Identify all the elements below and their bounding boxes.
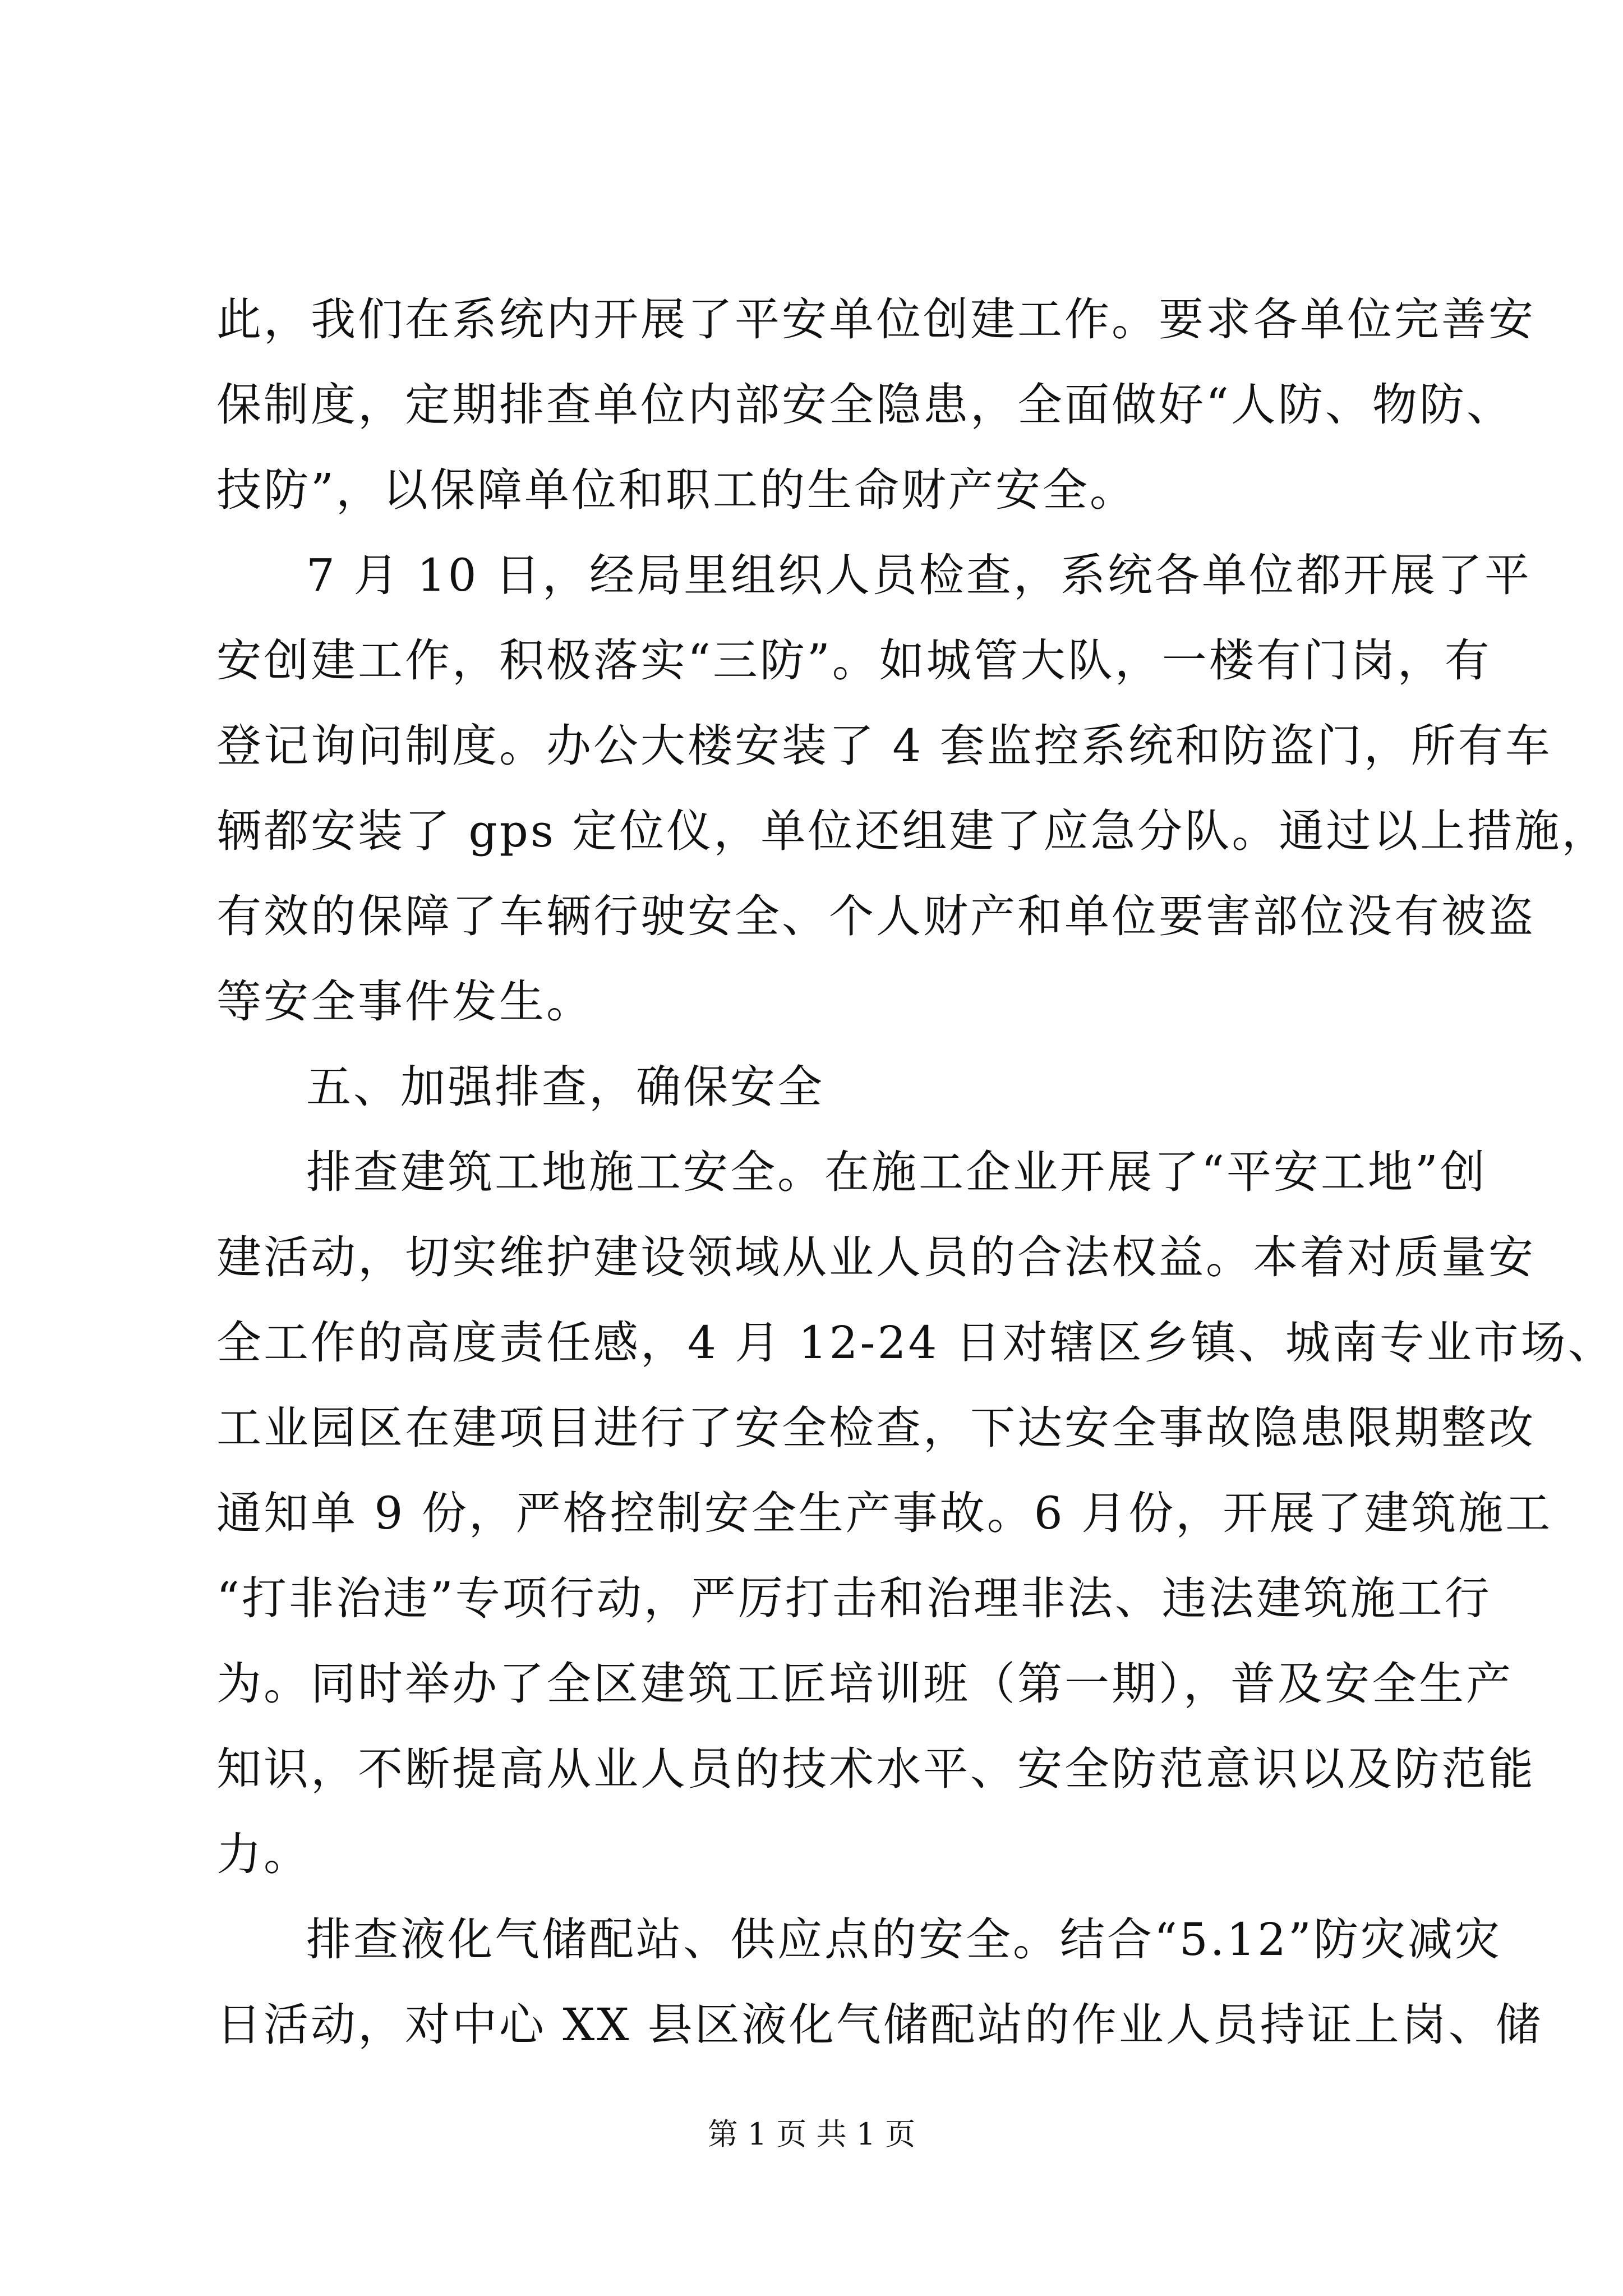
text-line: 技防”，以保障单位和职工的生命财产安全。 (216, 464, 1137, 516)
text-line: 有效的保障了车辆行驶安全、个人财产和单位要害部位没有被盗 (216, 890, 1536, 942)
section-heading: 五、加强排查，确保安全 (306, 1061, 824, 1113)
page-footer: 第 1 页 共 1 页 (707, 2116, 916, 2152)
text-line: 登记询问制度。办公大楼安装了 4 套监控系统和防盗门，所有车 (216, 720, 1552, 772)
text-line: 力。 (216, 1828, 311, 1880)
text-line: 辆都安装了 gps 定位仪，单位还组建了应急分队。通过以上措施， (216, 805, 1609, 857)
text-line: 工业园区在建项目进行了安全检查，下达安全事故隐患限期整改 (216, 1402, 1536, 1454)
text-line: 等安全事件发生。 (216, 976, 593, 1028)
text-line: 通知单 9 份，严格控制安全生产事故。6 月份，开展了建筑施工 (216, 1487, 1553, 1539)
paragraph-first-line: 排查液化气储配站、供应点的安全。结合“5.12”防灾减灾 (306, 1913, 1502, 1966)
paragraph-first-line: 排查建筑工地施工安全。在施工企业开展了“平安工地”创 (306, 1146, 1487, 1198)
text-line: 建活动，切实维护建设领域从业人员的合法权益。本着对质量安 (216, 1231, 1536, 1283)
text-line: 为。同时举办了全区建筑工匠培训班（第一期），普及安全生产 (216, 1658, 1513, 1710)
text-line: “打非治违”专项行动，严厉打击和治理非法、违法建筑施工行 (216, 1572, 1492, 1625)
text-line: 全工作的高度责任感，4 月 12-24 日对辖区乡镇、城南专业市场、 (216, 1317, 1615, 1369)
text-line: 保制度，定期排查单位内部安全隐患，全面做好“人防、物防、 (216, 379, 1514, 431)
text-line: 知识，不断提高从业人员的技术水平、安全防范意识以及防范能 (216, 1743, 1536, 1795)
paragraph-first-line: 7 月 10 日，经局里组织人员检查，系统各单位都开展了平 (306, 549, 1532, 601)
text-line: 安创建工作，积极落实“三防”。如城管大队，一楼有门岗，有 (216, 634, 1492, 687)
text-line: 此，我们在系统内开展了平安单位创建工作。要求各单位完善安 (216, 293, 1536, 346)
text-line: 日活动，对中心 XX 县区液化气储配站的作业人员持证上岗、储 (216, 1999, 1543, 2051)
